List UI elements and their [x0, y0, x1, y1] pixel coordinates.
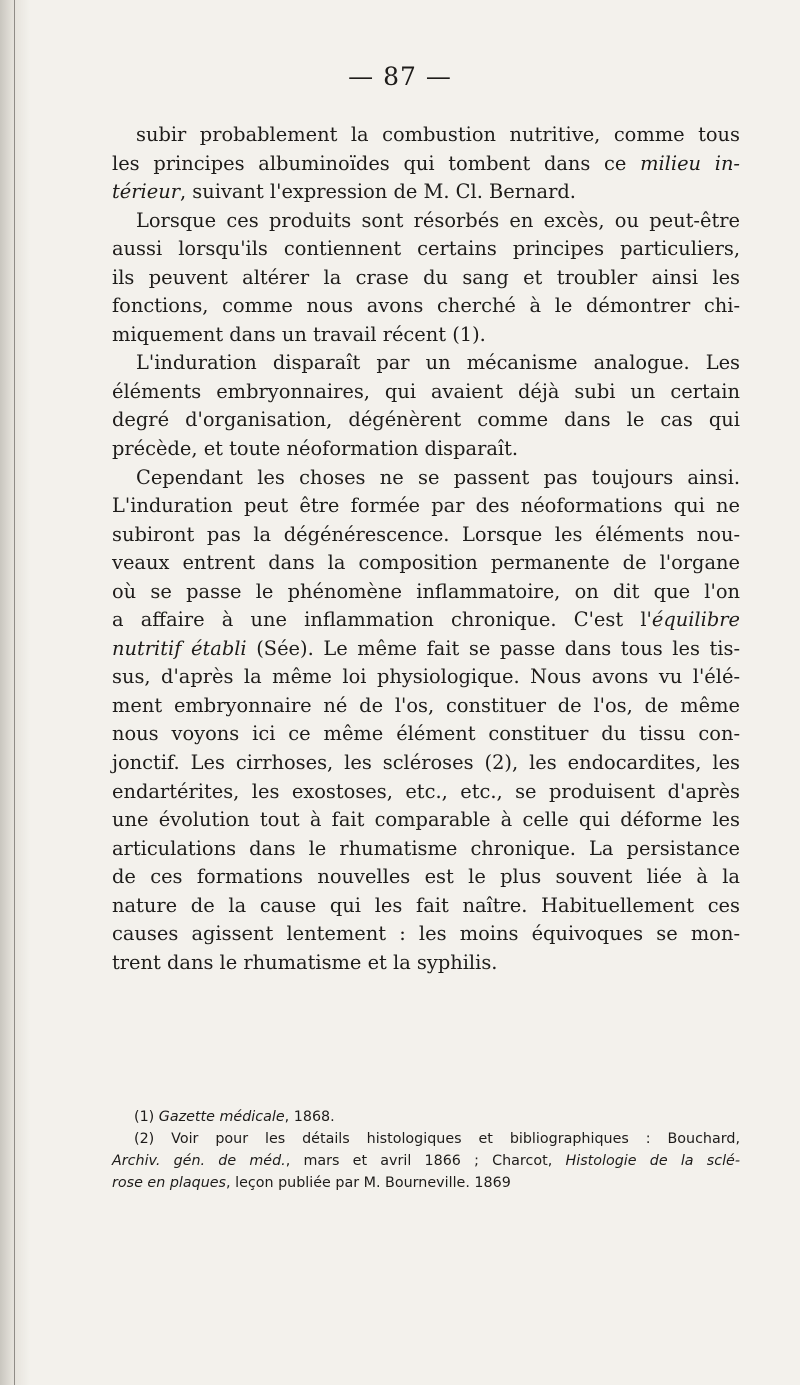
footnote: [112, 1128, 740, 1194]
italic-text: équilibre: [651, 608, 740, 632]
text-line: articulations dans le rhumatisme chronique. La persistance: [112, 836, 740, 860]
footnote-line: (1) Gazette médicale, 1868.: [134, 1109, 335, 1125]
paragraph: [112, 121, 740, 207]
paragraph: [112, 207, 740, 350]
text-line: les principes albuminoïdes qui tombent dans ce milieu in-: [112, 151, 740, 175]
text-line: Lorsque ces produits sont résorbés en excès, ou peut-être: [136, 208, 740, 232]
text-line: nous voyons ici ce même élément constituer du tissu con-: [112, 722, 740, 746]
text-line: ment embryonnaire né de l'os, constituer de l'os, de même: [112, 693, 740, 717]
text-line: trent dans le rhumatisme et la syphilis.: [112, 950, 498, 974]
text-line: causes agissent lentement : les moins équivoques se mon-: [112, 922, 740, 946]
paragraph: [112, 349, 740, 463]
text-line: L'induration peut être formée par des néoformations qui ne: [112, 494, 740, 518]
text-line: précède, et toute néoformation disparaît.: [112, 437, 519, 461]
text-line: ils peuvent altérer la crase du sang et troubler ainsi les: [112, 265, 740, 289]
page-gutter-shadow: [0, 0, 30, 1385]
footnote-line: rose en plaques, leçon publiée par M. Bourneville. 1869: [112, 1175, 511, 1191]
text-line: térieur, suivant l'expression de M. Cl. Bernard.: [112, 180, 576, 204]
page-number: — 87 —: [348, 62, 452, 91]
italic-text: rose en plaques: [112, 1175, 227, 1191]
text-line: sus, d'après la même loi physiologique. Nous avons vu l'élé-: [112, 665, 740, 689]
italic-text: térieur: [112, 180, 180, 204]
footnote: [112, 1106, 740, 1128]
text-line: veaux entrent dans la composition permanente de l'organe: [112, 551, 740, 575]
italic-text: Archiv. gén. de méd.: [112, 1153, 286, 1169]
text-line: fonctions, comme nous avons cherché à le démontrer chi-: [112, 294, 740, 318]
text-line: nature de la cause qui les fait naître. Habituellement ces: [112, 893, 740, 917]
text-line: où se passe le phénomène inflammatoire, on dit que l'on: [112, 579, 740, 603]
text-line: subir probablement la combustion nutritive, comme tous: [136, 123, 740, 146]
italic-text: milieu in-: [640, 151, 740, 175]
text-line: subiront pas la dégénérescence. Lorsque les éléments nou-: [112, 522, 740, 546]
text-line: aussi lorsqu'ils contiennent certains principes particuliers,: [112, 237, 740, 261]
text-line: une évolution tout à fait comparable à celle qui déforme les: [112, 808, 740, 832]
body-text: [112, 121, 740, 977]
page-gutter-line: [14, 0, 15, 1385]
footnote-line: (2) Voir pour les détails histologiques et bibliographiques : Bouchard,: [134, 1131, 740, 1147]
italic-text: nutritif établi: [112, 636, 247, 660]
text-line: éléments embryonnaires, qui avaient déjà subi un certain: [112, 379, 740, 403]
text-line: de ces formations nouvelles est le plus souvent liée à la: [112, 865, 740, 889]
text-line: degré d'organisation, dégénèrent comme dans le cas qui: [112, 408, 740, 432]
text-line: miquement dans un travail récent (1).: [112, 322, 486, 346]
text-line: a affaire à une inflammation chronique. C'est l'équilibre: [112, 608, 740, 632]
italic-text: Histologie de la sclé-: [565, 1153, 741, 1169]
text-line: endartérites, les exostoses, etc., etc., se produisent d'après: [112, 779, 740, 803]
text-line: nutritif établi (Sée). Le même fait se passe dans tous les tis-: [112, 636, 740, 660]
italic-text: Gazette médicale: [158, 1109, 285, 1125]
text-line: jonctif. Les cirrhoses, les scléroses (2), les endocardites, les: [112, 751, 740, 775]
footnote-line: Archiv. gén. de méd., mars et avril 1866 ; Charcot, Histologie de la sclé-: [112, 1153, 741, 1169]
paragraph: [112, 464, 740, 978]
footnotes: [112, 1106, 740, 1194]
text-line: L'induration disparaît par un mécanisme analogue. Les: [136, 351, 740, 375]
text-line: Cependant les choses ne se passent pas toujours ainsi.: [136, 465, 740, 489]
